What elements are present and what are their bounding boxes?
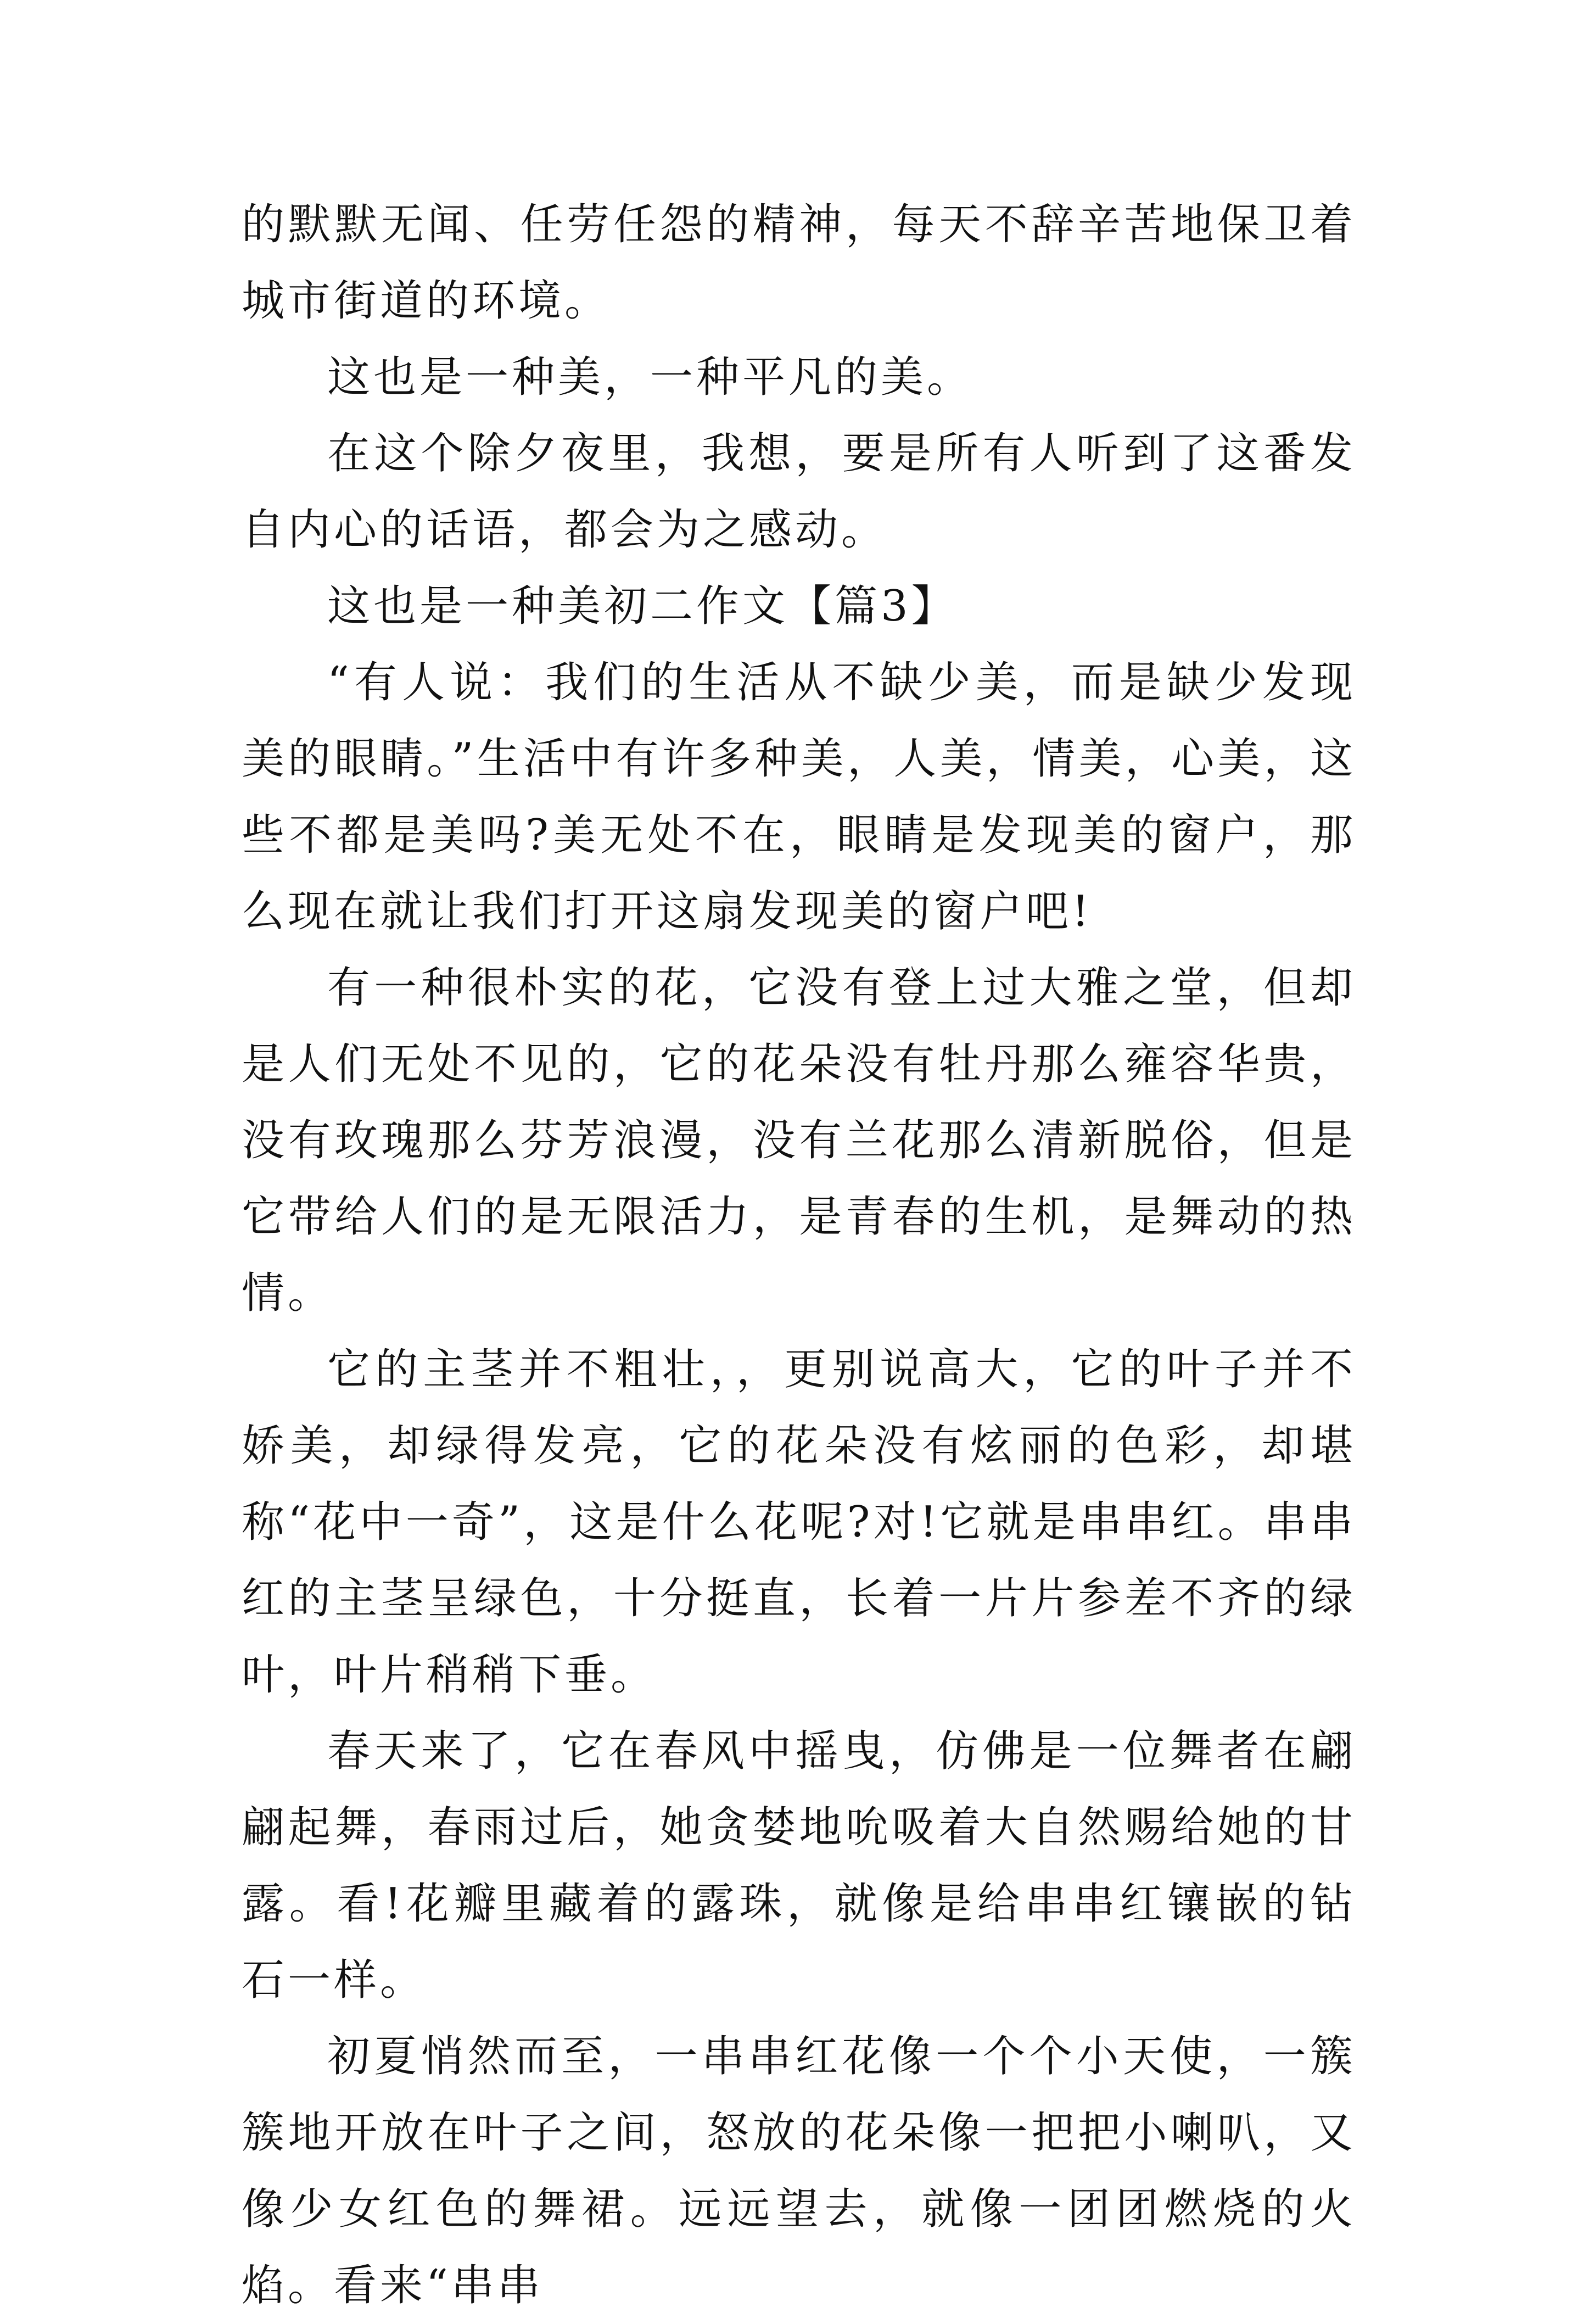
paragraph: 有一种很朴实的花，它没有登上过大雅之堂，但却是人们无处不见的，它的花朵没有牡丹那么雍容华贵，没有玫瑰那么芬芳浪漫，没有兰花那么清新脱俗，但是它带给人们的是无限活力，是青春的生机，是舞动的热情。	[242, 963, 1356, 1318]
document-body	[242, 187, 1356, 2324]
paragraph: 初夏悄然而至，一串串红花像一个个小天使，一簇簇地开放在叶子之间，怒放的花朵像一把把小喇叭，又像少女红色的舞裙。远远望去，就像一团团燃烧的火焰。看来“串串	[242, 2032, 1356, 2310]
paragraph: “有人说：我们的生活从不缺少美，而是缺少发现美的眼睛。”生活中有许多种美，人美，情美，心美，这些不都是美吗?美无处不在，眼睛是发现美的窗户，那么现在就让我们打开这扇发现美的窗户吧!	[242, 658, 1356, 936]
paragraph-continued: 的默默无闻、任劳任怨的精神，每天不辞辛苦地保卫着城市街道的环境。	[242, 200, 1356, 326]
section-heading: 这也是一种美初二作文【篇3】	[327, 582, 958, 631]
paragraph: 它的主茎并不粗壮，，更别说高大，它的叶子并不娇美，却绿得发亮，它的花朵没有炫丽的色彩，却堪称“花中一奇”，这是什么花呢?对!它就是串串红。串串红的主茎呈绿色，十分挺直，长着一片片参差不齐的绿叶，叶片稍稍下垂。	[242, 1345, 1356, 1700]
paragraph: 这也是一种美，一种平凡的美。	[327, 353, 973, 402]
paragraph: 春天来了，它在春风中摇曳，仿佛是一位舞者在翩翩起舞，春雨过后，她贪婪地吮吸着大自然赐给她的甘露。看!花瓣里藏着的露珠，就像是给串串红镶嵌的钻石一样。	[242, 1727, 1356, 2005]
paragraph: 在这个除夕夜里，我想，要是所有人听到了这番发自内心的话语，都会为之感动。	[242, 429, 1356, 555]
